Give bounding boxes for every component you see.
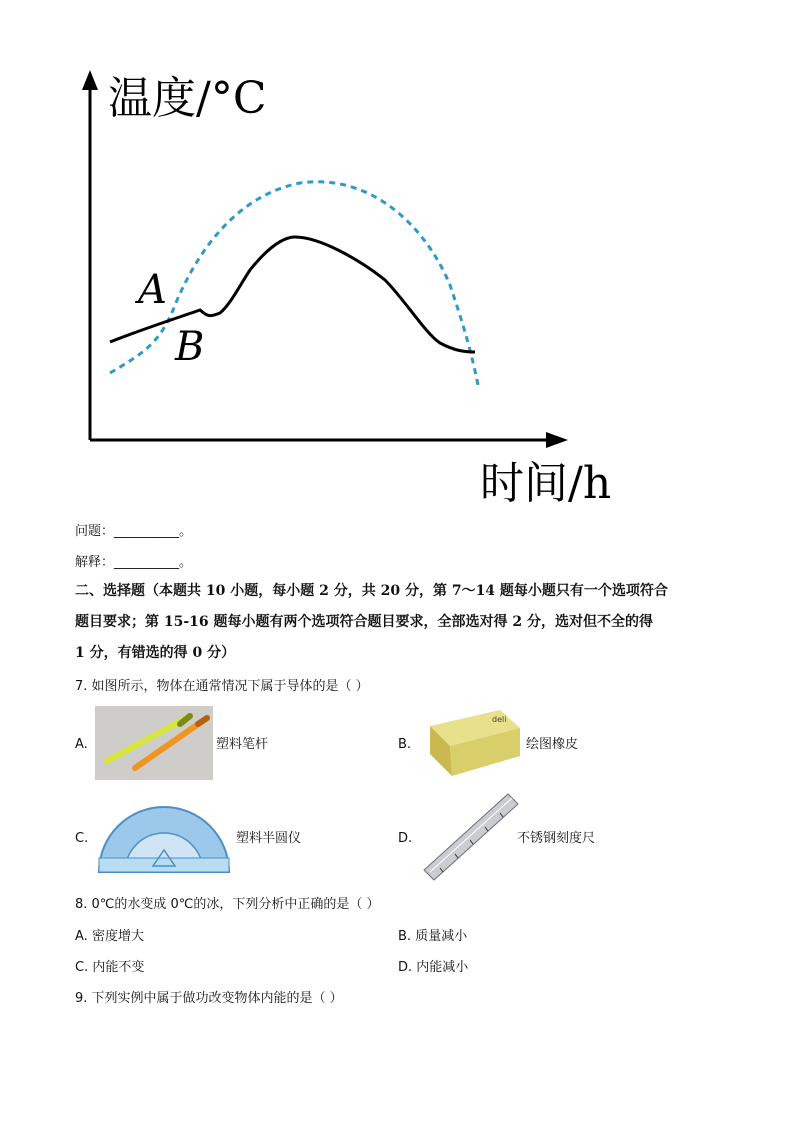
eraser-icon <box>422 704 524 782</box>
q8-option-b[interactable] <box>398 928 467 946</box>
protractor-image <box>95 798 233 876</box>
q7-option-c-caption: 塑料半圆仪 <box>236 831 302 846</box>
section-2-line-2: 题目要求；第 15-16 题每小题有两个选项符合题目要求，全部选对得 2 分，选对但不全的得 <box>75 614 654 630</box>
q7-option-c-letter[interactable]: C. <box>75 831 89 846</box>
q8-option-c[interactable] <box>75 959 144 977</box>
ruler-icon <box>420 790 520 882</box>
pens-image <box>95 706 213 780</box>
q9-stem: 9. 下列实例中属于做功改变物体内能的是（ ） <box>75 991 343 1006</box>
eraser-image <box>422 704 524 782</box>
q8-stem: 8. 0℃的水变成 0℃的冰，下列分析中正确的是（ ） <box>75 897 380 912</box>
curve-label-b: B <box>175 324 205 370</box>
ruler-image <box>420 790 520 882</box>
q7-option-a-caption: 塑料笔杆 <box>216 737 269 752</box>
explain-end: 。 <box>179 555 193 570</box>
q8-option-c-text: 内能不变 <box>92 960 145 975</box>
section-2-line-3: 1 分，有错选的得 0 分） <box>75 645 236 661</box>
q7-option-b-caption: 绘图橡皮 <box>526 737 579 752</box>
q7-option-d-letter[interactable]: D. <box>398 831 413 846</box>
svg-text:deli: deli <box>492 715 507 724</box>
section-2-line-1: 二、选择题（本题共 10 小题，每小题 2 分，共 20 分，第 7～14 题每小题只有一个选项符合 <box>75 583 668 599</box>
y-axis-arrow <box>82 70 98 90</box>
q8-option-b-text: 质量减小 <box>415 929 468 944</box>
question-prefix: 问题： <box>75 524 115 539</box>
q8-option-d-text: 内能减小 <box>416 960 469 975</box>
temperature-time-graph <box>60 55 612 515</box>
protractor-icon <box>95 798 233 876</box>
explain-blank-row <box>75 554 192 572</box>
q7-option-a-letter[interactable]: A. <box>75 737 88 752</box>
explain-answer-line[interactable]: __________ <box>114 555 180 570</box>
question-blank-row <box>75 523 192 541</box>
x-axis-arrow <box>546 432 568 448</box>
question-answer-line[interactable]: __________ <box>114 524 180 539</box>
q8-option-b-letter: B. <box>398 929 412 944</box>
q8-option-d-letter: D. <box>398 960 413 975</box>
q7-stem: 7. 如图所示，物体在通常情况下属于导体的是（ ） <box>75 679 369 694</box>
question-end: 。 <box>179 524 193 539</box>
q7-option-b-letter[interactable]: B. <box>398 737 412 752</box>
q8-option-c-letter: C. <box>75 960 89 975</box>
q8-option-a-letter: A. <box>75 929 88 944</box>
q8-option-a-text: 密度增大 <box>91 929 144 944</box>
q8-option-a[interactable] <box>75 928 144 946</box>
curve-label-a: A <box>138 267 167 313</box>
y-axis-label: 温度/°C <box>108 73 267 124</box>
explain-prefix: 解释： <box>75 555 115 570</box>
pens-icon <box>95 706 213 780</box>
x-axis-label: 时间/h <box>480 458 612 509</box>
q8-option-d[interactable] <box>398 959 468 977</box>
section-2-heading <box>75 576 735 669</box>
q7-option-d-caption: 不锈钢刻度尺 <box>517 831 596 846</box>
